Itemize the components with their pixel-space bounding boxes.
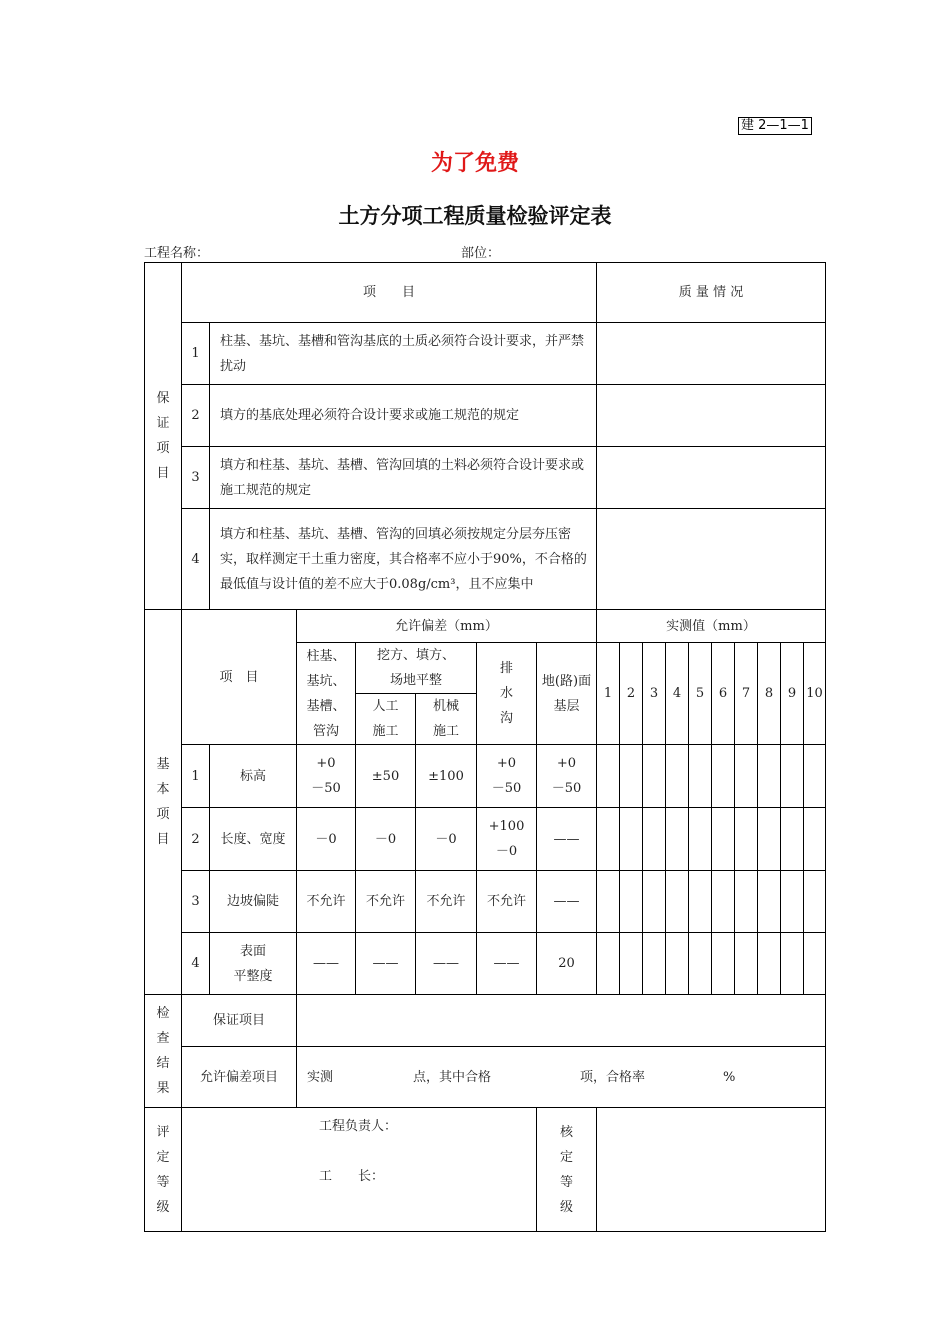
tolerance-rate-label: 项，合格率 [580, 1070, 646, 1085]
measure-cell[interactable] [666, 933, 689, 995]
basic-road: 20 [537, 933, 597, 995]
guarantee-no: 3 [182, 447, 210, 509]
basic-pit: －0 [297, 808, 356, 871]
basic-machine: 不允许 [416, 871, 477, 933]
guarantee-quality-cell[interactable] [597, 323, 826, 385]
basic-drain: —— [477, 933, 537, 995]
guarantee-text: 柱基、基坑、基槽和管沟基底的土质必须符合设计要求，并严禁扰动 [210, 323, 597, 385]
rating-leader-label: 工程负责人： [319, 1119, 398, 1134]
measure-cell[interactable] [804, 745, 826, 808]
measure-cell[interactable] [620, 745, 643, 808]
measure-cell[interactable] [620, 933, 643, 995]
measure-cell[interactable] [712, 745, 735, 808]
col-road: 地(路)面基层 [537, 643, 597, 745]
measure-cell[interactable] [712, 933, 735, 995]
basic-manual: ±50 [356, 745, 416, 808]
basic-drain: 不允许 [477, 871, 537, 933]
basic-section-label: 基本项目 [145, 610, 182, 995]
measure-cell[interactable] [666, 808, 689, 871]
basic-pit: —— [297, 933, 356, 995]
measure-cell[interactable] [689, 871, 712, 933]
guarantee-no: 1 [182, 323, 210, 385]
quality-header: 质 量 情 况 [597, 263, 826, 323]
watermark-title: 为了免费 [430, 151, 519, 176]
basic-name: 边坡偏陡 [210, 871, 297, 933]
measure-cell[interactable] [643, 808, 666, 871]
measure-cell[interactable] [735, 933, 758, 995]
guarantee-no: 4 [182, 509, 210, 610]
verify-cell[interactable] [597, 1108, 826, 1232]
measure-col-1: 1 [597, 643, 620, 745]
basic-drain: +100 －0 [477, 808, 537, 871]
measure-cell[interactable] [758, 933, 781, 995]
measure-col-6: 6 [712, 643, 735, 745]
guarantee-no: 2 [182, 385, 210, 447]
basic-name: 长度、宽度 [210, 808, 297, 871]
measure-col-7: 7 [735, 643, 758, 745]
col-excavation: 挖方、填方、场地平整 [356, 643, 477, 694]
col-pit: 柱基、基坑、基槽、管沟 [297, 643, 356, 745]
measure-cell[interactable] [758, 808, 781, 871]
item-header: 项 目 [182, 263, 597, 323]
basic-drain: +0 －50 [477, 745, 537, 808]
measure-cell[interactable] [620, 871, 643, 933]
tolerance-measured-label: 实测 [307, 1070, 334, 1085]
measure-col-8: 8 [758, 643, 781, 745]
basic-name: 标高 [210, 745, 297, 808]
measure-cell[interactable] [643, 933, 666, 995]
measure-cell[interactable] [781, 745, 804, 808]
measure-cell[interactable] [804, 933, 826, 995]
measure-cell[interactable] [597, 871, 620, 933]
measure-col-2: 2 [620, 643, 643, 745]
measure-cell[interactable] [597, 808, 620, 871]
measure-cell[interactable] [597, 933, 620, 995]
basic-name: 表面 平整度 [210, 933, 297, 995]
measure-cell[interactable] [781, 808, 804, 871]
basic-manual: －0 [356, 808, 416, 871]
basic-pit: 不允许 [297, 871, 356, 933]
basic-manual: —— [356, 933, 416, 995]
check-tolerance-label: 允许偏差项目 [182, 1047, 297, 1108]
basic-machine: —— [416, 933, 477, 995]
measure-cell[interactable] [758, 871, 781, 933]
measured-header: 实测值（mm） [597, 610, 826, 643]
tolerance-qualified-label: 点，其中合格 [413, 1070, 492, 1085]
rating-section-label: 评定等级 [145, 1108, 182, 1232]
basic-no: 4 [182, 933, 210, 995]
measure-cell[interactable] [781, 871, 804, 933]
project-name-label: 工程名称： [144, 246, 210, 261]
measure-cell[interactable] [689, 933, 712, 995]
guarantee-quality-cell[interactable] [597, 509, 826, 610]
measure-cell[interactable] [758, 745, 781, 808]
measure-col-5: 5 [689, 643, 712, 745]
basic-no: 1 [182, 745, 210, 808]
guarantee-text: 填方和柱基、基坑、基槽、管沟的回填必须按规定分层夯压密实，取样测定干土重力密度，其合格率不应小于90%，不合格的最低值与设计值的差不应大于0.08g/cm³，且不应集中 [210, 509, 597, 610]
col-manual: 人工施工 [356, 694, 416, 745]
measure-cell[interactable] [712, 808, 735, 871]
guarantee-quality-cell[interactable] [597, 385, 826, 447]
measure-cell[interactable] [666, 745, 689, 808]
page-title: 土方分项工程质量检验评定表 [338, 204, 612, 228]
measure-cell[interactable] [597, 745, 620, 808]
guarantee-text: 填方和柱基、基坑、基槽、管沟回填的土料必须符合设计要求或施工规范的规定 [210, 447, 597, 509]
measure-cell[interactable] [735, 871, 758, 933]
guarantee-quality-cell[interactable] [597, 447, 826, 509]
rating-foreman-label: 工 长： [319, 1169, 385, 1184]
measure-cell[interactable] [735, 808, 758, 871]
basic-road: —— [537, 808, 597, 871]
basic-machine: ±100 [416, 745, 477, 808]
basic-road: —— [537, 871, 597, 933]
tolerance-percent-label: % [723, 1070, 736, 1085]
measure-cell[interactable] [735, 745, 758, 808]
measure-cell[interactable] [666, 871, 689, 933]
measure-cell[interactable] [643, 871, 666, 933]
measure-cell[interactable] [689, 745, 712, 808]
guarantee-section-label: 保证项目 [145, 263, 182, 610]
check-guarantee-label: 保证项目 [182, 995, 297, 1047]
guarantee-text: 填方的基底处理必须符合设计要求或施工规范的规定 [210, 385, 597, 447]
measure-cell[interactable] [643, 745, 666, 808]
col-drain: 排水沟 [477, 643, 537, 745]
basic-item-header: 项 目 [182, 610, 297, 745]
measure-cell[interactable] [712, 871, 735, 933]
basic-no: 3 [182, 871, 210, 933]
location-label: 部位： [461, 246, 501, 261]
check-tolerance-value[interactable] [297, 1047, 826, 1108]
measure-cell[interactable] [804, 808, 826, 871]
col-machine: 机械施工 [416, 694, 477, 745]
basic-manual: 不允许 [356, 871, 416, 933]
measure-col-10: 10 [804, 643, 826, 745]
measure-cell[interactable] [781, 933, 804, 995]
form-code: 建 2—1—1 [738, 117, 812, 135]
measure-cell[interactable] [804, 871, 826, 933]
basic-road: +0 －50 [537, 745, 597, 808]
basic-no: 2 [182, 808, 210, 871]
measure-cell[interactable] [620, 808, 643, 871]
measure-col-9: 9 [781, 643, 804, 745]
tolerance-header: 允许偏差（mm） [297, 610, 597, 643]
quality-table [144, 262, 826, 1232]
rating-cell[interactable] [182, 1108, 537, 1232]
basic-pit: +0 －50 [297, 745, 356, 808]
measure-cell[interactable] [689, 808, 712, 871]
basic-machine: －0 [416, 808, 477, 871]
check-guarantee-value[interactable] [297, 995, 826, 1047]
verify-section-label: 核定等级 [537, 1108, 597, 1232]
measure-col-3: 3 [643, 643, 666, 745]
check-section-label: 检查结果 [145, 995, 182, 1108]
measure-col-4: 4 [666, 643, 689, 745]
